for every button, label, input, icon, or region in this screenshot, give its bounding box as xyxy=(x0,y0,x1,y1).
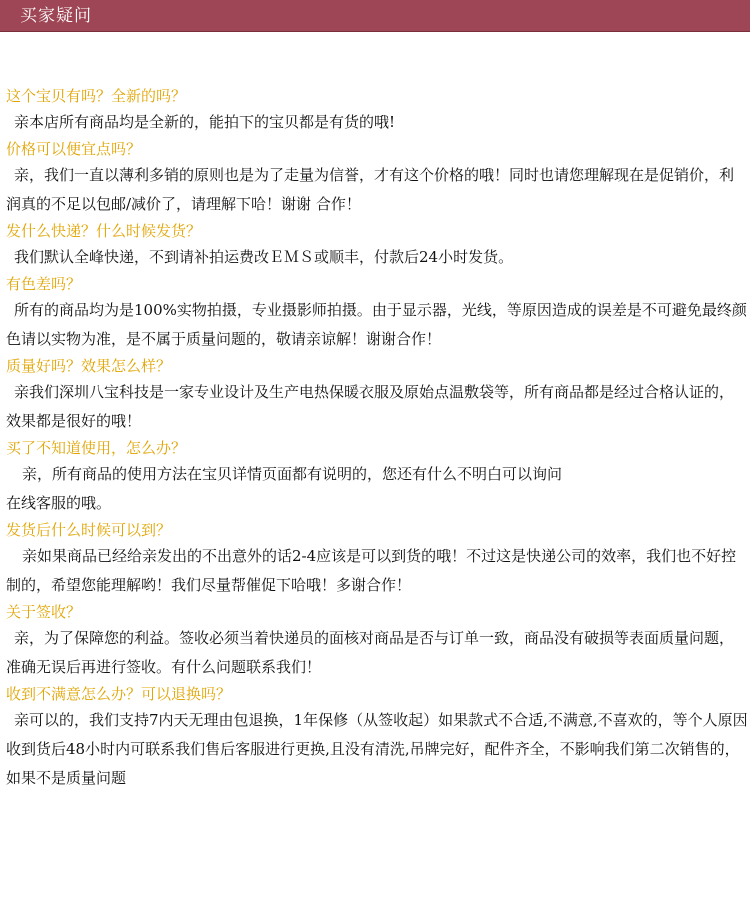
faq-item xyxy=(6,436,748,518)
section-header-bar xyxy=(0,0,750,32)
faq-answer: 亲本店所有商品均是全新的，能拍下的宝贝都是有货的哦! xyxy=(14,113,396,131)
faq-item xyxy=(6,272,748,354)
faq-answer: 亲我们深圳八宝科技是一家专业设计及生产电热保暖衣服及原始点温敷袋等，所有商品都是经过合格认证的，效果都是很好的哦！ xyxy=(6,383,735,430)
faq-answer-line: 亲，所有商品的使用方法在宝贝详情页面都有说明的，您还有什么不明白可以询问 xyxy=(22,465,563,483)
faq-answer: 亲，我们一直以薄利多销的原则也是为了走量为信誉，才有这个价格的哦！同时也请您理解现在是促销价，利润真的不足以包邮/减价了，请理解下哈！谢谢 合作！ xyxy=(6,166,735,213)
faq-answer: 亲可以的，我们支持7内天无理由包退换，1年保修（从签收起）如果款式不合适,不满意,不喜欢的，等个人原因收到货后48小时内可联系我们售后客服进行更换,且没有清洗,吊牌完好，配件齐全，不影响我们第二次销售的，如果不是质量问题 xyxy=(6,711,748,787)
faq-item xyxy=(6,354,748,436)
faq-answer-line: 在线客服的哦。 xyxy=(6,494,112,512)
faq-answer: 所有的商品均为是100%实物拍摄，专业摄影师拍摄。由于显示器，光线，等原因造成的误差是不可避免最终颜色请以实物为准，是不属于质量问题的，敬请亲谅解！谢谢合作！ xyxy=(6,301,747,348)
faq-answer: 亲如果商品已经给亲发出的不出意外的话2-4应该是可以到货的哦！不过这是快递公司的效率，我们也不好控制的，希望您能理解哟！我们尽量帮催促下哈哦！多谢合作！ xyxy=(6,547,737,594)
faq-question: 有色差吗？ xyxy=(6,275,82,293)
section-title: 买家疑问 xyxy=(20,6,92,26)
faq-answer: 亲，为了保障您的利益。签收必须当着快递员的面核对商品是否与订单一致，商品没有破损等表面质量问题，准确无误后再进行签收。有什么问题联系我们！ xyxy=(6,629,735,676)
faq-item xyxy=(6,682,748,793)
faq-question: 收到不满意怎么办？可以退换吗？ xyxy=(6,685,232,703)
faq-question: 关于签收？ xyxy=(6,603,82,621)
faq-question: 发什么快递？什么时候发货？ xyxy=(6,222,202,240)
faq-answer: 我们默认全峰快递，不到请补拍运费改ＥＭＳ或顺丰，付款后24小时发货。 xyxy=(14,248,514,266)
faq-item xyxy=(6,137,748,219)
faq-item xyxy=(6,600,748,682)
faq-question: 质量好吗？效果怎么样？ xyxy=(6,357,172,375)
faq-item xyxy=(6,518,748,600)
faq-question: 价格可以便宜点吗？ xyxy=(6,140,142,158)
faq-item xyxy=(6,219,748,272)
faq-question: 买了不知道使用，怎么办？ xyxy=(6,439,187,457)
faq-question: 这个宝贝有吗？全新的吗？ xyxy=(6,87,187,105)
faq-list xyxy=(6,84,748,793)
faq-item xyxy=(6,84,748,137)
faq-question: 发货后什么时候可以到？ xyxy=(6,521,172,539)
